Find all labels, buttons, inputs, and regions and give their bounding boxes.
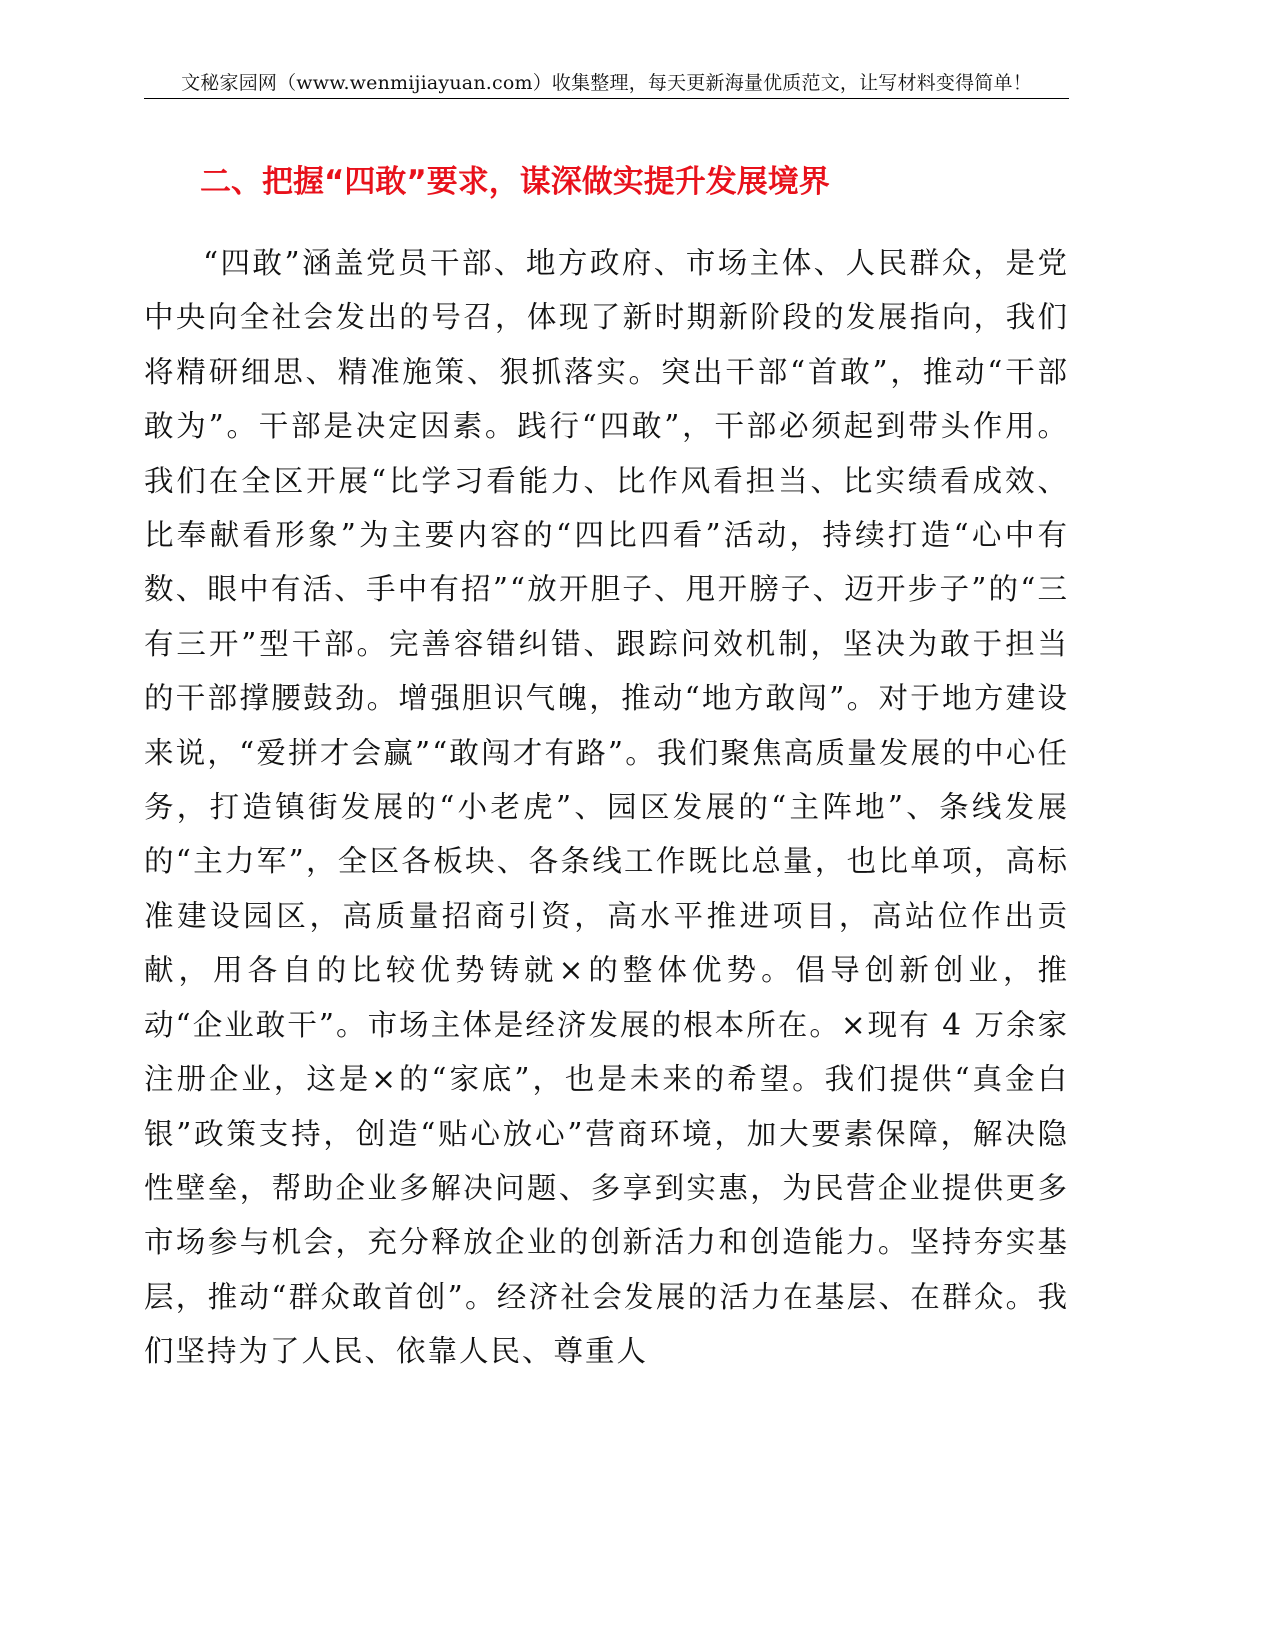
header-divider: [144, 98, 1069, 99]
page-header: 文秘家园网（www.wenmijiayuan.com）收集整理，每天更新海量优质范文，让写材料变得简单！: [181, 72, 1032, 94]
section-heading: 二、把握“四敢”要求，谋深做实提升发展境界: [200, 164, 830, 200]
body-paragraph: “四敢”涵盖党员干部、地方政府、市场主体、人民群众，是党中央向全社会发出的号召，体现了新时期新阶段的发展指向，我们将精研细思、精准施策、狠抓落实。突出干部“首敢”，推动“干部敢为”。干部是决定因素。践行“四敢”，干部必须起到带头作用。我们在全区开展“比学习看能力、比作风看担当、比实绩看成效、比奉献看形象”为主要内容的“四比四看”活动，持续打造“心中有数、眼中有活、手中有招”“放开胆子、甩开膀子、迈开步子”的“三有三开”型干部。完善容错纠错、跟踪问效机制，坚决为敢于担当的干部撑腰鼓劲。增强胆识气魄，推动“地方敢闯”。对于地方建设来说，“爱拼才会赢”“敢闯才有路”。我们聚焦高质量发展的中心任务，打造镇街发展的“小老虎”、园区发展的“主阵地”、条线发展的“主力军”，全区各板块、各条线工作既比总量，也比单项，高标准建设园区，高质量招商引资，高水平推进项目，高站位作出贡献，用各自的比较优势铸就×的整体优势。倡导创新创业，推动“企业敢干”。市场主体是经济发展的根本所在。×现有 4 万余家注册企业，这是×的“家底”，也是未来的希望。我们提供“真金白银”政策支持，创造“贴心放心”营商环境，加大要素保障，解决隐性壁垒，帮助企业多解决问题、多享到实惠，为民营企业提供更多市场参与机会，充分释放企业的创新活力和创造能力。坚持夯实基层，推动“群众敢首创”。经济社会发展的活力在基层、在群众。我们坚持为了人民、依靠人民、尊重人: [144, 246, 1069, 1369]
